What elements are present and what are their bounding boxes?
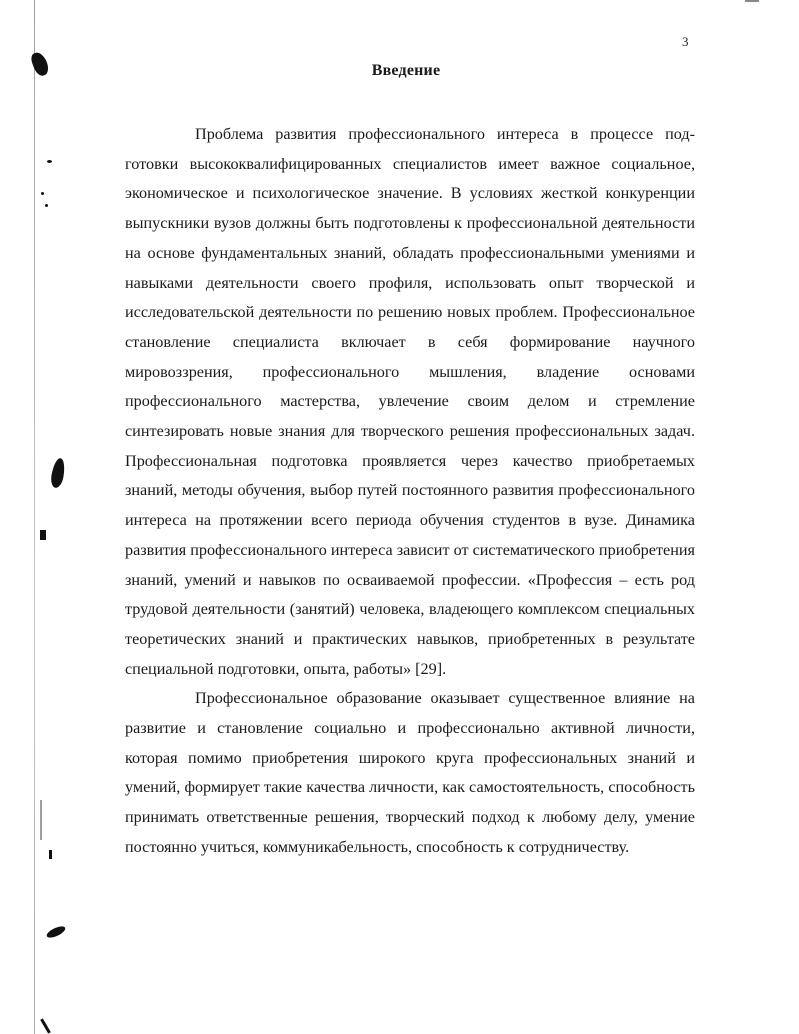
scan-artifact bbox=[40, 1018, 51, 1033]
page-number: 3 bbox=[682, 34, 689, 49]
scan-artifact bbox=[745, 0, 759, 2]
body-text bbox=[125, 120, 695, 863]
paragraph: Профессиональное образование оказывает существенное влияние на развитие и становление социально и профессионально активной личности, которая помимо приобретения широкого круга профессиональных знаний и умений, формирует такие качества личности, как самостоятельность, способность принимать ответственные решения, творческий подход к любому делу, умение постоянно учиться, коммуникабельность, способность к сотрудничеству. bbox=[125, 689, 695, 856]
scan-artifact bbox=[45, 924, 67, 940]
scan-artifact bbox=[49, 850, 52, 859]
page-title: Введение bbox=[371, 62, 441, 79]
scan-edge-line bbox=[34, 0, 35, 1034]
paragraph: Проблема развития профессионального интереса в процессе подготовки высококвалифицированных специалистов имеет важное социальное, экономическое и психологическое значение. В условиях жесткой конкуренции выпускники вузов должны быть подготовлены к профессиональной деятельности на основе фундаментальных знаний, обладать профессиональными умениями и навыками деятельности своего профиля, использовать опыт творческой и исследовательской деятельности по решению новых проблем. Профессиональное становление специалиста включает в себя формирование научного мировоззрения, профессионального мышления, владение основами профессионального мастерства, увлечение своим делом и стремление синтезировать новые знания для творческого решения профессиональных задач. Профессиональная подготовка проявляется через качество приобретаемых знаний, методы обучения, выбор путей постоянного развития профессионального интереса на протяжении всего периода обучения студентов в вузе. Динамика развития профессионального интереса зависит от систематического приобретения знаний, умений и навыков по осваиваемой профессии. «Профессия – есть род трудовой деятельности (занятий) человека, владеющего комплексом специальных теоретических знаний и практических навыков, приобретенных в результате специальной подготовки, опыта, работы» [29]. bbox=[125, 125, 695, 678]
scan-artifact bbox=[41, 192, 44, 195]
scan-artifact bbox=[40, 800, 42, 840]
scan-artifact bbox=[49, 457, 66, 489]
scan-artifact bbox=[47, 160, 52, 163]
scan-artifact bbox=[40, 530, 46, 540]
scan-artifact bbox=[45, 204, 48, 207]
